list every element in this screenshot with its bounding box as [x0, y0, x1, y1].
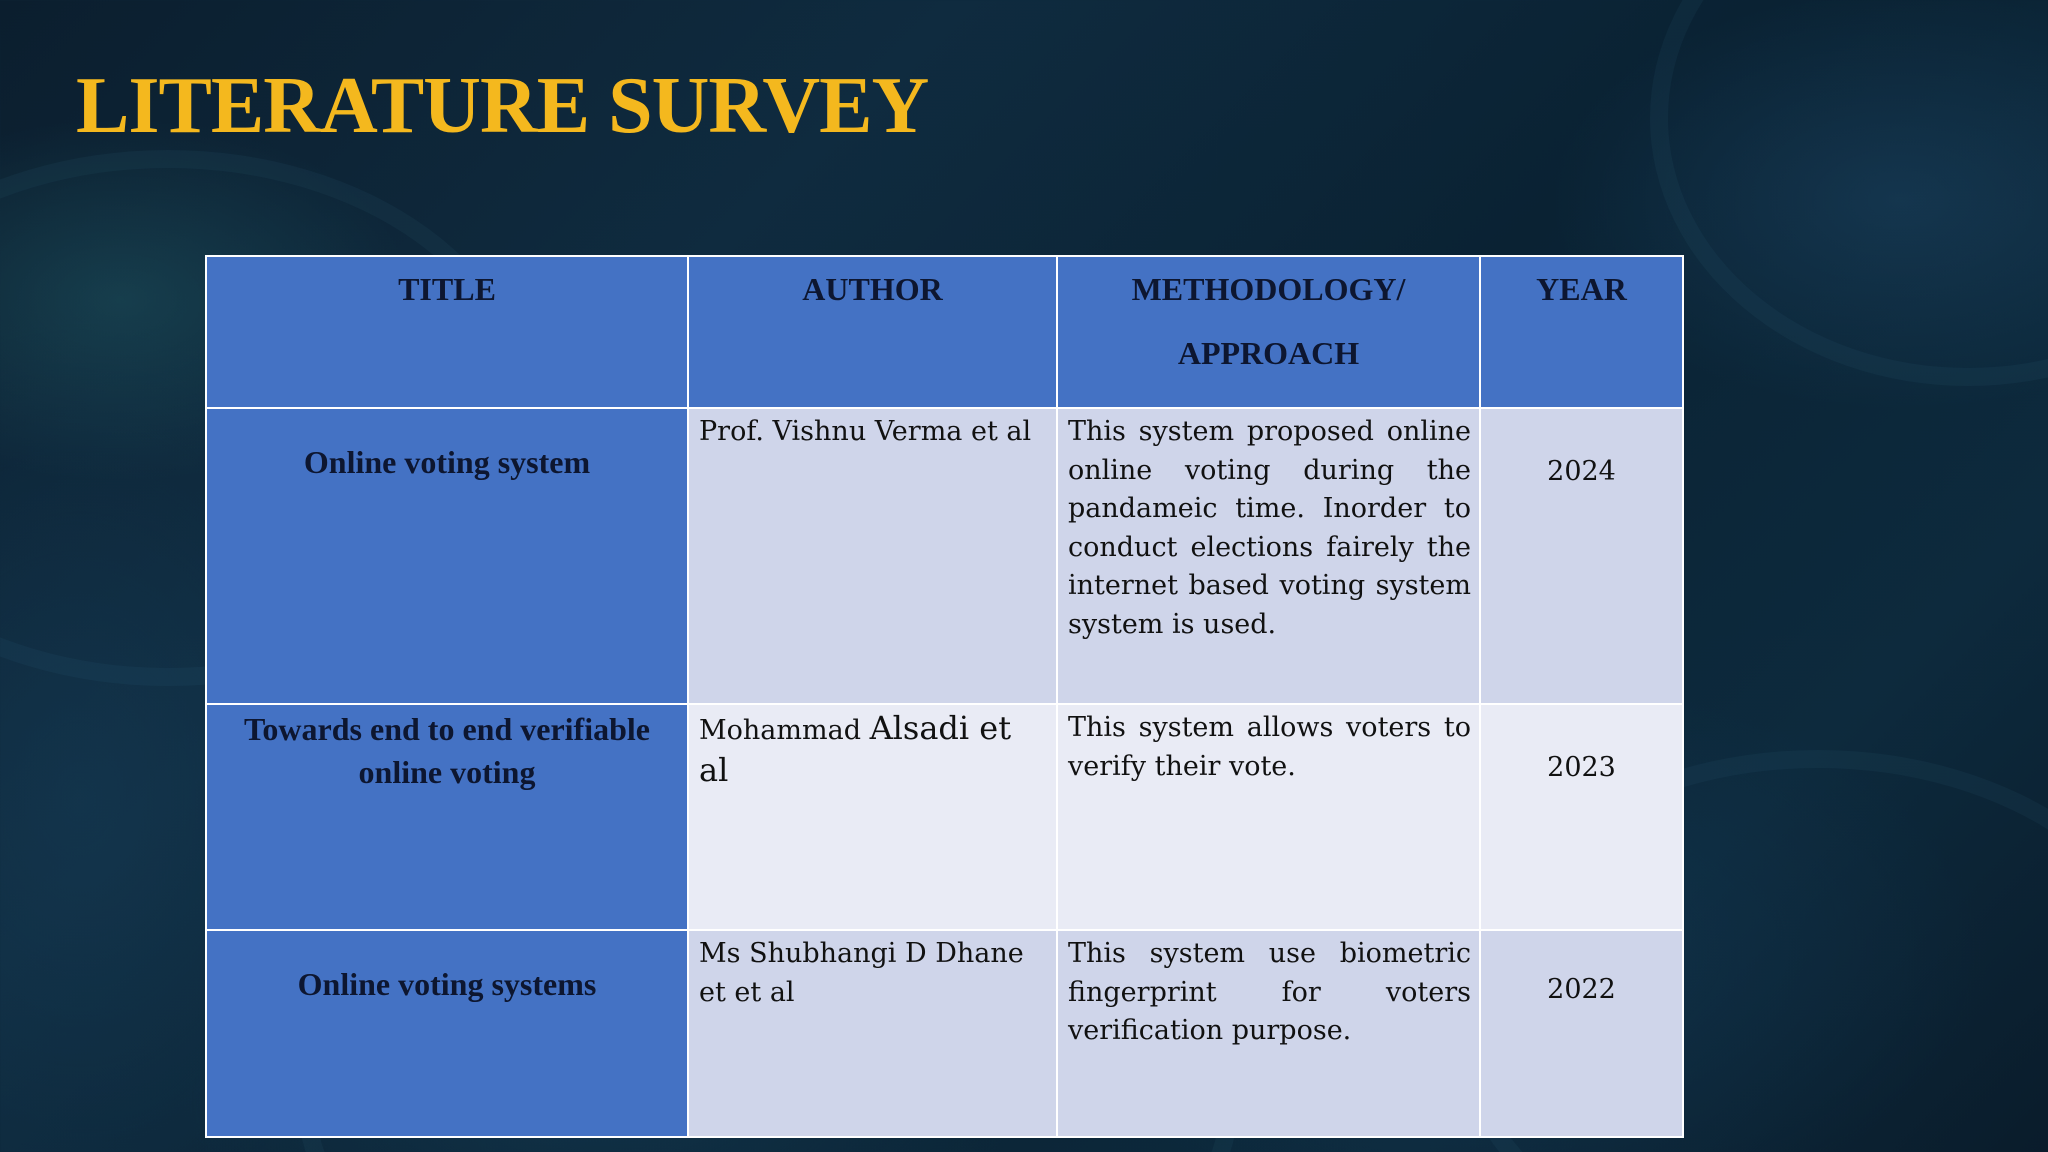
row-author-part2: Alsadi et al: [699, 709, 1012, 789]
row-year: 2023: [1480, 704, 1683, 930]
row-author-part1: Mohammad: [699, 715, 870, 746]
header-author: AUTHOR: [688, 256, 1057, 408]
row-author: Ms Shubhangi D Dhane et et al: [688, 930, 1057, 1137]
row-title: Towards end to end verifiable online voting: [206, 704, 688, 930]
table-row: [206, 408, 1683, 704]
row-methodology: This system use biometric fingerprint for voters verification purpose.: [1057, 930, 1480, 1137]
slide-title: LITERATURE SURVEY: [76, 62, 929, 150]
row-author: Prof. Vishnu Verma et al: [688, 408, 1057, 704]
table-header-row: [206, 256, 1683, 408]
header-title: TITLE: [206, 256, 688, 408]
background-swirl: [1650, 0, 2048, 386]
literature-table: [205, 255, 1684, 1138]
row-author: [688, 704, 1057, 930]
header-year: YEAR: [1480, 256, 1683, 408]
row-methodology: This system proposed online online voting during the pandameic time. Inorder to conduct elections fairely the internet based voting system system is used.: [1057, 408, 1480, 704]
header-methodology: [1057, 256, 1480, 408]
header-methodology-line1: METHODOLOGY/: [1131, 271, 1406, 307]
row-year: 2024: [1480, 408, 1683, 704]
table-row: [206, 930, 1683, 1137]
row-title: Online voting system: [206, 408, 688, 704]
row-year: 2022: [1480, 930, 1683, 1137]
row-methodology: This system allows voters to verify their vote.: [1057, 704, 1480, 930]
header-methodology-line2: APPROACH: [1177, 335, 1360, 371]
table-row: [206, 704, 1683, 930]
row-title: Online voting systems: [206, 930, 688, 1137]
